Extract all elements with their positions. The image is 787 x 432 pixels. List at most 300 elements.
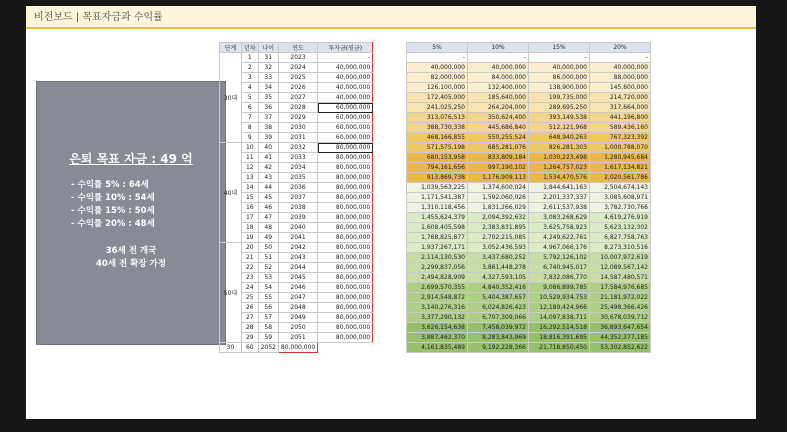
return-cell: 313,076,513 xyxy=(407,113,468,123)
return-cell: 2,494,828,909 xyxy=(407,273,468,283)
return-cell: 185,640,000 xyxy=(468,93,529,103)
table-row xyxy=(407,83,651,93)
decade-label: 50대 xyxy=(220,243,242,343)
return-cell: 5,623,132,302 xyxy=(590,223,651,233)
investment-cell: 40,000,000 xyxy=(318,63,373,73)
return-cell: 913,869,738 xyxy=(407,173,468,183)
return-cell: 1,374,600,024 xyxy=(468,183,529,193)
page-title: 비전보드 | 목표자금과 수익률 xyxy=(26,6,756,29)
return-cell: 1,280,945,684 xyxy=(590,153,651,163)
returns-table xyxy=(406,42,651,353)
return-cell: 2,114,130,530 xyxy=(407,253,468,263)
header-rate-10: 10% xyxy=(468,43,529,53)
header-rate-20: 20% xyxy=(590,43,651,53)
return-cell: 145,600,000 xyxy=(590,83,651,93)
table-row xyxy=(220,153,373,163)
year-count-cell: 7 xyxy=(242,113,259,123)
return-cell: 1,030,223,498 xyxy=(529,153,590,163)
year-cell: 2033 xyxy=(278,153,317,163)
investment-cell: 60,000,000 xyxy=(318,103,373,113)
return-cell: - xyxy=(407,53,468,63)
return-cell: 794,161,656 xyxy=(407,163,468,173)
rate-item: - 수익률 5% : 64세 xyxy=(71,180,149,190)
return-cell: 3,437,680,252 xyxy=(468,253,529,263)
return-cell: 25,498,366,426 xyxy=(590,303,651,313)
age-cell: 52 xyxy=(258,263,278,273)
table-row xyxy=(220,163,373,173)
year-cell: 2031 xyxy=(278,133,317,143)
return-cell: 4,840,352,416 xyxy=(468,283,529,293)
table-row xyxy=(220,233,373,243)
header-year-count: 년차 xyxy=(242,43,259,53)
table-row xyxy=(220,243,373,253)
return-cell: 214,720,000 xyxy=(590,93,651,103)
age-cell: 31 xyxy=(258,53,278,63)
decade-label: 30대 xyxy=(220,53,242,143)
year-cell: 2046 xyxy=(278,283,317,293)
year-count-cell: 10 xyxy=(242,143,259,153)
age-cell: 58 xyxy=(258,323,278,333)
return-cell: 317,664,000 xyxy=(590,103,651,113)
table-row xyxy=(407,243,651,253)
year-count-cell: 4 xyxy=(242,83,259,93)
year-count-cell: 13 xyxy=(242,173,259,183)
return-cell: 6,740,945,017 xyxy=(529,263,590,273)
table-row xyxy=(407,53,651,63)
table-row xyxy=(407,113,651,123)
return-cell: 3,625,758,923 xyxy=(529,223,590,233)
year-cell: 2051 xyxy=(278,333,317,343)
year-count-cell: 11 xyxy=(242,153,259,163)
return-cell: 2,094,392,632 xyxy=(468,213,529,223)
year-cell: 2035 xyxy=(278,173,317,183)
investment-cell: 60,000,000 xyxy=(318,133,373,143)
return-cell: 36,893,647,654 xyxy=(590,323,651,333)
year-count-cell: 18 xyxy=(242,223,259,233)
year-cell: 2043 xyxy=(278,253,317,263)
table-row xyxy=(220,223,373,233)
return-cell: 7,458,039,972 xyxy=(468,323,529,333)
investment-cell: 80,000,000 xyxy=(318,303,373,313)
age-cell: 60 xyxy=(242,343,259,353)
return-cell: 2,504,674,143 xyxy=(590,183,651,193)
year-count-cell: 14 xyxy=(242,183,259,193)
investment-cell: 80,000,000 xyxy=(278,343,317,353)
return-cell: 12,189,424,966 xyxy=(529,303,590,313)
return-cell: 388,730,338 xyxy=(407,123,468,133)
investment-table xyxy=(219,42,373,353)
investment-cell: 40,000,000 xyxy=(318,83,373,93)
year-count-cell: 20 xyxy=(242,243,259,253)
return-cell: 1,171,541,387 xyxy=(407,193,468,203)
return-cell: 14,587,480,571 xyxy=(590,273,651,283)
age-cell: 34 xyxy=(258,83,278,93)
year-cell: 2036 xyxy=(278,183,317,193)
return-cell: 84,000,000 xyxy=(468,73,529,83)
year-count-cell: 23 xyxy=(242,273,259,283)
return-cell: 445,686,840 xyxy=(468,123,529,133)
return-cell: 3,052,436,593 xyxy=(468,243,529,253)
return-cell: 21,181,972,022 xyxy=(590,293,651,303)
table-row xyxy=(220,123,373,133)
header-stage: 단계 xyxy=(220,43,242,53)
return-cell: 88,000,000 xyxy=(590,73,651,83)
table-row xyxy=(407,203,651,213)
return-cell: 1,768,825,877 xyxy=(407,233,468,243)
year-count-cell: 3 xyxy=(242,73,259,83)
year-count-cell: 2 xyxy=(242,63,259,73)
table-row xyxy=(220,53,373,63)
summary-note: 36세 전 개국 xyxy=(105,246,157,256)
return-cell: 1,039,563,225 xyxy=(407,183,468,193)
table-row xyxy=(220,63,373,73)
age-cell: 47 xyxy=(258,213,278,223)
return-cell: 2,383,831,895 xyxy=(468,223,529,233)
return-cell: 18,816,391,695 xyxy=(529,333,590,343)
table-row xyxy=(407,323,651,333)
table-row xyxy=(220,253,373,263)
table-row xyxy=(220,183,373,193)
table-row xyxy=(220,143,373,153)
table-row xyxy=(220,193,373,203)
table-row xyxy=(407,183,651,193)
age-cell: 39 xyxy=(258,133,278,143)
investment-cell: 80,000,000 xyxy=(318,243,373,253)
investment-cell: 80,000,000 xyxy=(318,193,373,203)
return-cell: 264,204,000 xyxy=(468,103,529,113)
rate-list xyxy=(71,179,191,231)
investment-cell: 80,000,000 xyxy=(318,143,373,153)
year-count-cell: 28 xyxy=(242,323,259,333)
return-cell: 4,619,276,919 xyxy=(590,213,651,223)
year-cell: 2044 xyxy=(278,263,317,273)
return-cell: 3,861,448,278 xyxy=(468,263,529,273)
age-cell: 59 xyxy=(258,333,278,343)
investment-cell: 80,000,000 xyxy=(318,213,373,223)
table-row xyxy=(407,123,651,133)
table-row xyxy=(220,323,373,333)
table-row xyxy=(407,143,651,153)
return-cell: 30,678,039,712 xyxy=(590,313,651,323)
return-cell: 5,792,126,102 xyxy=(529,253,590,263)
header-rate-15: 15% xyxy=(529,43,590,53)
return-cell: 2,611,537,938 xyxy=(529,203,590,213)
table-row xyxy=(407,153,651,163)
return-cell: 10,007,972,619 xyxy=(590,253,651,263)
table-row xyxy=(407,283,651,293)
decade-label: 40대 xyxy=(220,143,242,243)
age-cell: 46 xyxy=(258,203,278,213)
table-row xyxy=(407,63,651,73)
year-cell: 2023 xyxy=(278,53,317,63)
return-cell: 6,024,826,423 xyxy=(468,303,529,313)
year-cell: 2029 xyxy=(278,113,317,123)
year-cell: 2049 xyxy=(278,313,317,323)
year-cell: 2028 xyxy=(278,103,317,113)
return-cell: 3,083,268,629 xyxy=(529,213,590,223)
table-row xyxy=(407,103,651,113)
year-count-cell: 21 xyxy=(242,253,259,263)
return-cell: 685,281,076 xyxy=(468,143,529,153)
return-cell: 1,264,757,023 xyxy=(529,163,590,173)
year-cell: 2030 xyxy=(278,123,317,133)
year-count-cell: 6 xyxy=(242,103,259,113)
return-cell: 3,887,462,370 xyxy=(407,333,468,343)
investment-cell: 40,000,000 xyxy=(318,93,373,103)
return-cell: 17,584,976,685 xyxy=(590,283,651,293)
return-cell: 3,782,730,766 xyxy=(590,203,651,213)
return-cell: 9,086,899,785 xyxy=(529,283,590,293)
table-row xyxy=(407,93,651,103)
return-cell: 2,299,837,056 xyxy=(407,263,468,273)
return-cell: 21,718,850,450 xyxy=(529,343,590,353)
return-cell: 680,153,958 xyxy=(407,153,468,163)
return-cell: 14,097,838,711 xyxy=(529,313,590,323)
age-cell: 35 xyxy=(258,93,278,103)
return-cell: 1,592,060,026 xyxy=(468,193,529,203)
return-cell: 40,000,000 xyxy=(529,63,590,73)
slide xyxy=(26,6,756,419)
year-count-cell: 17 xyxy=(242,213,259,223)
table-row xyxy=(220,263,373,273)
return-cell: 512,121,968 xyxy=(529,123,590,133)
table-row xyxy=(220,283,373,293)
return-cell: - xyxy=(468,53,529,63)
return-cell: 82,000,000 xyxy=(407,73,468,83)
table-row xyxy=(220,133,373,143)
table-row xyxy=(407,173,651,183)
return-cell: 1,176,909,113 xyxy=(468,173,529,183)
year-cell: 2042 xyxy=(278,243,317,253)
return-cell: 132,400,000 xyxy=(468,83,529,93)
investment-cell: 80,000,000 xyxy=(318,233,373,243)
investment-cell: 80,000,000 xyxy=(318,263,373,273)
age-cell: 43 xyxy=(258,173,278,183)
return-cell: 126,100,000 xyxy=(407,83,468,93)
return-cell: 4,967,066,176 xyxy=(529,243,590,253)
table-row xyxy=(407,133,651,143)
header-year: 연도 xyxy=(278,43,317,53)
table-row xyxy=(407,163,651,173)
age-cell: 51 xyxy=(258,253,278,263)
return-cell: 40,000,000 xyxy=(590,63,651,73)
return-cell: 2,020,561,786 xyxy=(590,173,651,183)
table-row xyxy=(220,203,373,213)
return-cell: 1,617,134,821 xyxy=(590,163,651,173)
age-cell: 49 xyxy=(258,233,278,243)
year-count-cell: 22 xyxy=(242,263,259,273)
year-cell: 2041 xyxy=(278,233,317,243)
investment-cell: 80,000,000 xyxy=(318,333,373,343)
table-row xyxy=(407,343,651,353)
table-row xyxy=(220,313,373,323)
table-row xyxy=(220,343,373,353)
table-row xyxy=(220,83,373,93)
return-cell: 3,140,276,316 xyxy=(407,303,468,313)
return-cell: 241,025,250 xyxy=(407,103,468,113)
age-cell: 53 xyxy=(258,273,278,283)
return-cell: 172,405,000 xyxy=(407,93,468,103)
age-cell: 55 xyxy=(258,293,278,303)
table-row xyxy=(407,193,651,203)
return-cell: - xyxy=(590,53,651,63)
year-count-cell: 19 xyxy=(242,233,259,243)
return-cell: 12,089,567,142 xyxy=(590,263,651,273)
return-cell: 1,937,267,171 xyxy=(407,243,468,253)
return-cell: 138,900,000 xyxy=(529,83,590,93)
return-cell: 1,000,788,070 xyxy=(590,143,651,153)
return-cell: 826,281,303 xyxy=(529,143,590,153)
year-count-cell: 9 xyxy=(242,133,259,143)
return-cell: 3,085,608,971 xyxy=(590,193,651,203)
age-cell: 37 xyxy=(258,113,278,123)
return-cell: 4,249,622,761 xyxy=(529,233,590,243)
summary-box xyxy=(36,81,226,345)
year-cell: 2045 xyxy=(278,273,317,283)
age-cell: 33 xyxy=(258,73,278,83)
year-count-cell: 30 xyxy=(220,343,242,353)
return-cell: 6,707,309,066 xyxy=(468,313,529,323)
return-cell: 289,695,250 xyxy=(529,103,590,113)
age-cell: 41 xyxy=(258,153,278,163)
year-count-cell: 8 xyxy=(242,123,259,133)
investment-cell: 80,000,000 xyxy=(318,223,373,233)
year-cell: 2027 xyxy=(278,93,317,103)
investment-cell: 60,000,000 xyxy=(318,113,373,123)
return-cell: 589,436,160 xyxy=(590,123,651,133)
return-cell: 1,455,624,379 xyxy=(407,213,468,223)
age-cell: 40 xyxy=(258,143,278,153)
return-cell: 468,166,855 xyxy=(407,133,468,143)
year-cell: 2026 xyxy=(278,83,317,93)
age-cell: 42 xyxy=(258,163,278,173)
year-count-cell: 26 xyxy=(242,303,259,313)
return-cell: 10,529,934,753 xyxy=(529,293,590,303)
table-row xyxy=(407,333,651,343)
investment-cell: 40,000,000 xyxy=(318,73,373,83)
investment-cell: - xyxy=(318,53,373,63)
return-cell: 2,702,215,085 xyxy=(468,233,529,243)
summary-note: 40세 전 확장 가정 xyxy=(96,259,166,269)
year-cell: 2040 xyxy=(278,223,317,233)
age-cell: 50 xyxy=(258,243,278,253)
age-cell: 38 xyxy=(258,123,278,133)
investment-cell: 80,000,000 xyxy=(318,203,373,213)
return-cell: 6,827,758,763 xyxy=(590,233,651,243)
year-count-cell: 5 xyxy=(242,93,259,103)
year-count-cell: 16 xyxy=(242,203,259,213)
rate-item: - 수익률 20% : 48세 xyxy=(71,219,155,229)
table-row xyxy=(407,263,651,273)
year-count-cell: 24 xyxy=(242,283,259,293)
age-cell: 48 xyxy=(258,223,278,233)
return-cell: 441,196,800 xyxy=(590,113,651,123)
investment-cell: 80,000,000 xyxy=(318,153,373,163)
year-cell: 2052 xyxy=(258,343,278,353)
return-cell: 40,000,000 xyxy=(407,63,468,73)
return-cell: 648,940,263 xyxy=(529,133,590,143)
investment-cell: 80,000,000 xyxy=(318,283,373,293)
return-cell: 44,352,377,185 xyxy=(590,333,651,343)
age-cell: 44 xyxy=(258,183,278,193)
age-cell: 56 xyxy=(258,303,278,313)
table-row xyxy=(407,213,651,223)
return-cell: 350,624,400 xyxy=(468,113,529,123)
year-cell: 2048 xyxy=(278,303,317,313)
age-cell: 32 xyxy=(258,63,278,73)
table-row xyxy=(407,233,651,243)
year-cell: 2025 xyxy=(278,73,317,83)
age-cell: 45 xyxy=(258,193,278,203)
year-count-cell: 27 xyxy=(242,313,259,323)
return-cell: 393,149,538 xyxy=(529,113,590,123)
return-cell: 2,201,337,337 xyxy=(529,193,590,203)
table-row xyxy=(220,303,373,313)
investment-cell: 80,000,000 xyxy=(318,183,373,193)
table-row xyxy=(407,273,651,283)
table-row xyxy=(407,223,651,233)
investment-cell: 80,000,000 xyxy=(318,163,373,173)
return-cell: - xyxy=(529,53,590,63)
return-cell: 8,283,843,969 xyxy=(468,333,529,343)
return-cell: 4,161,835,489 xyxy=(407,343,468,353)
investment-cell: 80,000,000 xyxy=(318,173,373,183)
investment-cell: 80,000,000 xyxy=(318,273,373,283)
return-cell: 3,377,290,132 xyxy=(407,313,468,323)
return-cell: 40,000,000 xyxy=(468,63,529,73)
year-cell: 2037 xyxy=(278,193,317,203)
table-row xyxy=(220,73,373,83)
investment-cell: 60,000,000 xyxy=(318,123,373,133)
year-cell: 2032 xyxy=(278,143,317,153)
table-row xyxy=(407,303,651,313)
table-row xyxy=(407,293,651,303)
return-cell: 997,190,102 xyxy=(468,163,529,173)
table-row xyxy=(220,293,373,303)
year-count-cell: 1 xyxy=(242,53,259,63)
header-age: 나이 xyxy=(258,43,278,53)
return-cell: 9,192,228,366 xyxy=(468,343,529,353)
age-cell: 57 xyxy=(258,313,278,323)
return-cell: 2,914,548,872 xyxy=(407,293,468,303)
table-row xyxy=(407,253,651,263)
year-count-cell: 29 xyxy=(242,333,259,343)
year-count-cell: 15 xyxy=(242,193,259,203)
year-count-cell: 12 xyxy=(242,163,259,173)
year-cell: 2039 xyxy=(278,213,317,223)
return-cell: 86,000,000 xyxy=(529,73,590,83)
year-cell: 2047 xyxy=(278,293,317,303)
return-cell: 1,608,405,598 xyxy=(407,223,468,233)
investment-cell: 80,000,000 xyxy=(318,293,373,303)
table-row xyxy=(220,333,373,343)
return-cell: 53,302,852,622 xyxy=(590,343,651,353)
return-cell: 4,327,593,105 xyxy=(468,273,529,283)
return-cell: 8,273,310,516 xyxy=(590,243,651,253)
table-row xyxy=(220,113,373,123)
table-row xyxy=(407,73,651,83)
year-cell: 2038 xyxy=(278,203,317,213)
return-cell: 833,809,184 xyxy=(468,153,529,163)
header-investment: 투자금(원금) xyxy=(318,43,373,53)
return-cell: 571,575,198 xyxy=(407,143,468,153)
return-cell: 1,844,641,163 xyxy=(529,183,590,193)
year-count-cell: 25 xyxy=(242,293,259,303)
return-cell: 767,323,392 xyxy=(590,133,651,143)
investment-cell: 80,000,000 xyxy=(318,313,373,323)
return-cell: 1,534,470,576 xyxy=(529,173,590,183)
year-cell: 2050 xyxy=(278,323,317,333)
